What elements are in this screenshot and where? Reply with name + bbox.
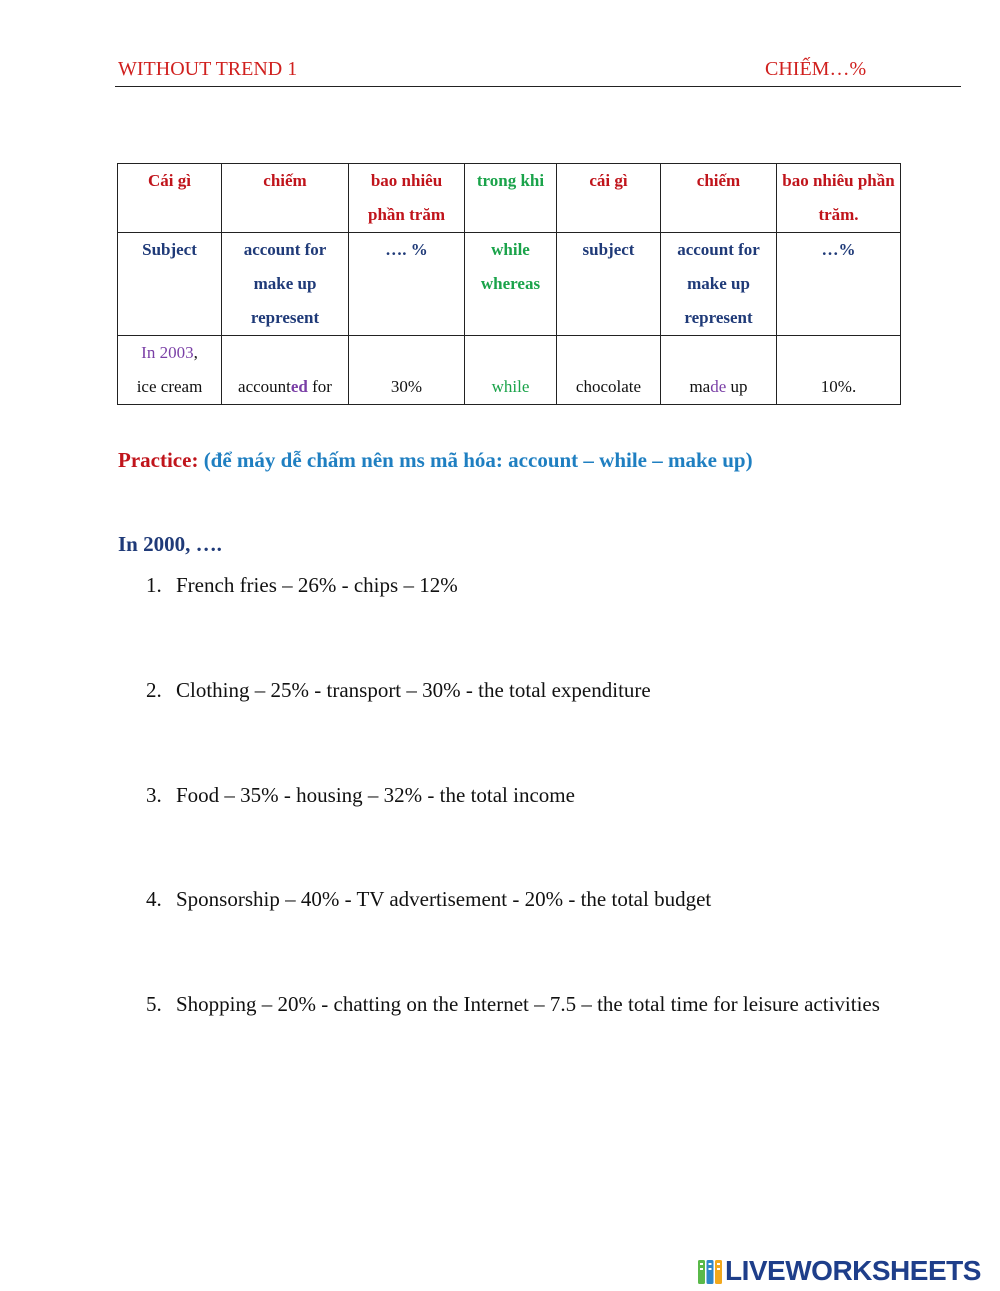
example-row [118, 336, 901, 405]
en-cell [557, 233, 661, 336]
vi-cell: bao nhiêu phần trăm. [777, 164, 901, 233]
exercise-item [146, 573, 458, 598]
en-word: represent [684, 308, 753, 327]
ex-percent1: 30% [390, 377, 423, 396]
ex-cell [557, 336, 661, 405]
ex-comma: , [193, 343, 198, 362]
practice-label: Practice: [118, 448, 199, 472]
vi-cell: Cái gì [118, 164, 222, 233]
item-number: 1. [146, 573, 162, 597]
en-word: represent [250, 308, 320, 327]
ex-cell [661, 336, 777, 405]
ex-year: In 2003 [141, 343, 194, 362]
ex-connector: while [491, 377, 530, 396]
vi-cell: trong khi [465, 164, 557, 233]
ex-cell [349, 336, 465, 405]
vi-cell: chiếm [661, 164, 777, 233]
en-cell [118, 233, 222, 336]
item-number: 4. [146, 887, 162, 911]
ex-verb2-mid: de [710, 377, 727, 396]
en-word: …% [821, 240, 856, 259]
ex-cell [118, 336, 222, 405]
ex-verb1-base: account [238, 377, 291, 396]
exercise-item [146, 992, 880, 1017]
ex-verb2-rest: up [726, 377, 748, 396]
item-text: Food – 35% - housing – 32% - the total income [176, 783, 575, 807]
item-text: Sponsorship – 40% - TV advertisement - 20% - the total budget [176, 887, 712, 911]
english-row [118, 233, 901, 336]
en-cell [222, 233, 349, 336]
vietnamese-row [118, 164, 901, 233]
en-word: Subject [142, 240, 197, 259]
ex-verb2 [665, 370, 772, 404]
en-word: subject [582, 240, 635, 259]
item-text: Shopping – 20% - chatting on the Internet – 7.5 – the total time for leisure activities [176, 992, 880, 1016]
vi-cell: cái gì [557, 164, 661, 233]
exercise-intro: In 2000, …. [118, 532, 222, 556]
ex-year-line [122, 336, 217, 370]
ex-verb2-pre: ma [689, 377, 711, 396]
grammar-table [117, 163, 901, 405]
en-cell [349, 233, 465, 336]
ex-percent2: 10%. [820, 377, 857, 396]
exercise-item [146, 678, 651, 703]
vi-cell: bao nhiêu phần trăm [349, 164, 465, 233]
item-number: 2. [146, 678, 162, 702]
ex-verb1-rest: for [307, 377, 332, 396]
vi-cell: chiếm [222, 164, 349, 233]
ex-verb1 [226, 370, 344, 404]
header-subtitle: CHIẾM…% [765, 58, 867, 80]
en-cell [777, 233, 901, 336]
en-word: while [491, 240, 530, 259]
en-word: account for [677, 240, 760, 259]
ex-cell [777, 336, 901, 405]
item-text: Clothing – 25% - transport – 30% - the total expenditure [176, 678, 651, 702]
item-text: French fries – 26% - chips – 12% [176, 573, 458, 597]
en-word: account for [243, 240, 327, 259]
ex-verb1-suffix: ed [290, 377, 308, 396]
en-word: whereas [480, 274, 541, 293]
exercise-item [146, 887, 711, 912]
header-title: WITHOUT TREND 1 [118, 58, 298, 80]
item-number: 5. [146, 992, 162, 1016]
item-number: 3. [146, 783, 162, 807]
en-word: make up [687, 274, 750, 293]
ex-subject2: chocolate [575, 377, 642, 396]
en-cell [661, 233, 777, 336]
en-word: …. % [385, 240, 428, 259]
ex-cell [465, 336, 557, 405]
exercise-item [146, 783, 575, 808]
en-word: make up [253, 274, 317, 293]
page-header [115, 56, 961, 87]
ex-subject1: ice cream [136, 377, 203, 396]
logo-mark-icon [697, 1259, 723, 1285]
practice-heading [118, 448, 753, 473]
ex-cell [222, 336, 349, 405]
practice-note: (để máy dễ chấm nên ms mã hóa: account – while – make up) [203, 448, 753, 472]
en-cell [465, 233, 557, 336]
logo-text: LIVEWORKSHEETS [725, 1255, 981, 1286]
liveworksheets-logo [697, 1256, 997, 1286]
